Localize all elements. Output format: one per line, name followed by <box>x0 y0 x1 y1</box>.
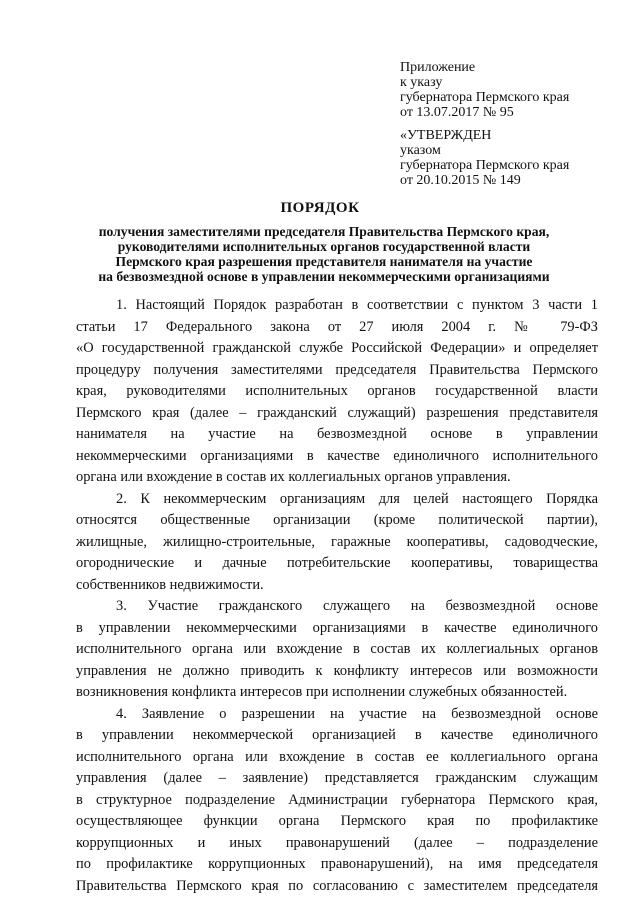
appendix-line: губернатора Пермского края <box>400 90 570 105</box>
approved-line: указом <box>400 143 441 158</box>
appendix-line: от 13.07.2017 № 95 <box>400 105 514 120</box>
paragraph-line: статьи 17 Федерального закона от 27 июля 2004 г. № 79-ФЗ <box>76 318 598 335</box>
paragraph-line: органа или вхождение в состав их коллегиальных органов управления. <box>76 469 511 485</box>
paragraph-line: некоммерческими организациями в качестве единоличного исполнительного <box>76 447 598 464</box>
paragraph-line: 3. Участие гражданского служащего на безвозмездной основе <box>116 598 598 614</box>
paragraph-line: края, руководителями исполнительных органов государственной власти <box>76 383 598 399</box>
paragraph-line: коррупционных и иных правонарушений (далее – подразделение <box>76 834 598 851</box>
paragraph-line: в структурное подразделение Администрации губернатора Пермского края, <box>76 791 598 808</box>
subtitle-line: на безвозмездной основе в управлении некоммерческими организациями <box>98 269 550 284</box>
paragraph-line: Пермского края (далее – гражданский служащий) разрешения представителя <box>76 404 598 421</box>
paragraph-line: возникновения конфликта интересов при исполнении служебных обязанностей. <box>76 684 568 700</box>
document-subtitle <box>60 224 588 284</box>
paragraph-line: исполнительного органа или вхождение в состав их коллегиальных органов <box>76 641 598 657</box>
paragraph-line: в управлении некоммерческими организациями в качестве единоличного <box>76 619 598 636</box>
paragraph-line: 1. Настоящий Порядок разработан в соответствии с пунктом 3 части 1 <box>116 297 598 313</box>
subtitle-line: Пермского края разрешения представителя нанимателя на участие <box>115 254 533 269</box>
appendix-line: к указу <box>400 75 443 90</box>
paragraph-line: относятся общественные организации (кроме политической партии), <box>76 512 598 528</box>
paragraph-line: управления не должно приводить к конфликту интересов или возможности <box>76 662 598 679</box>
paragraph-line: «О государственной гражданской службе Российской Федерации» и определяет <box>76 340 598 356</box>
paragraph-line: 4. Заявление о разрешении на участие на безвозмездной основе <box>116 705 598 722</box>
paragraph-line: осуществляющее функции органа Пермского края по профилактике <box>76 813 598 829</box>
paragraph-line: огороднические и дачные потребительские кооперативы, товарищества <box>76 555 598 571</box>
paragraph-line: жилищные, жилищно-строительные, гаражные кооперативы, садоводческие, <box>76 533 598 550</box>
approved-block <box>400 128 569 188</box>
approved-line: от 20.10.2015 № 149 <box>400 173 521 188</box>
paragraph-line: исполнительного органа или вхождение в состав ее коллегиального органа <box>76 748 598 765</box>
paragraph-line: в управлении некоммерческой организацией в качестве единоличного <box>76 727 598 743</box>
body-text <box>76 295 598 897</box>
appendix-block <box>400 60 569 120</box>
document-title: ПОРЯДОК <box>280 200 360 216</box>
subtitle-line: руководителями исполнительных органов государственной власти <box>117 239 531 254</box>
appendix-line: Приложение <box>400 60 476 75</box>
paragraph-line: нанимателя на участие на безвозмездной основе в управлении <box>76 426 598 442</box>
paragraph-line: по профилактике коррупционных правонарушений), на имя председателя <box>76 856 598 872</box>
approved-line: губернатора Пермского края <box>400 158 570 173</box>
subtitle-line: получения заместителями председателя Правительства Пермского края, <box>98 224 550 239</box>
paragraph-line: 2. К некоммерческим организациям для целей настоящего Порядка <box>116 490 598 507</box>
approved-line: «УТВЕРЖДЕН <box>400 128 492 143</box>
paragraph-line: Правительства Пермского края по согласованию с заместителем председателя <box>76 877 598 894</box>
paragraph-line: процедуру получения заместителями председателя Правительства Пермского <box>76 361 598 378</box>
paragraph-line: управления (далее – заявление) представляется гражданским служащим <box>76 770 598 786</box>
paragraph-line: собственников недвижимости. <box>76 576 264 593</box>
